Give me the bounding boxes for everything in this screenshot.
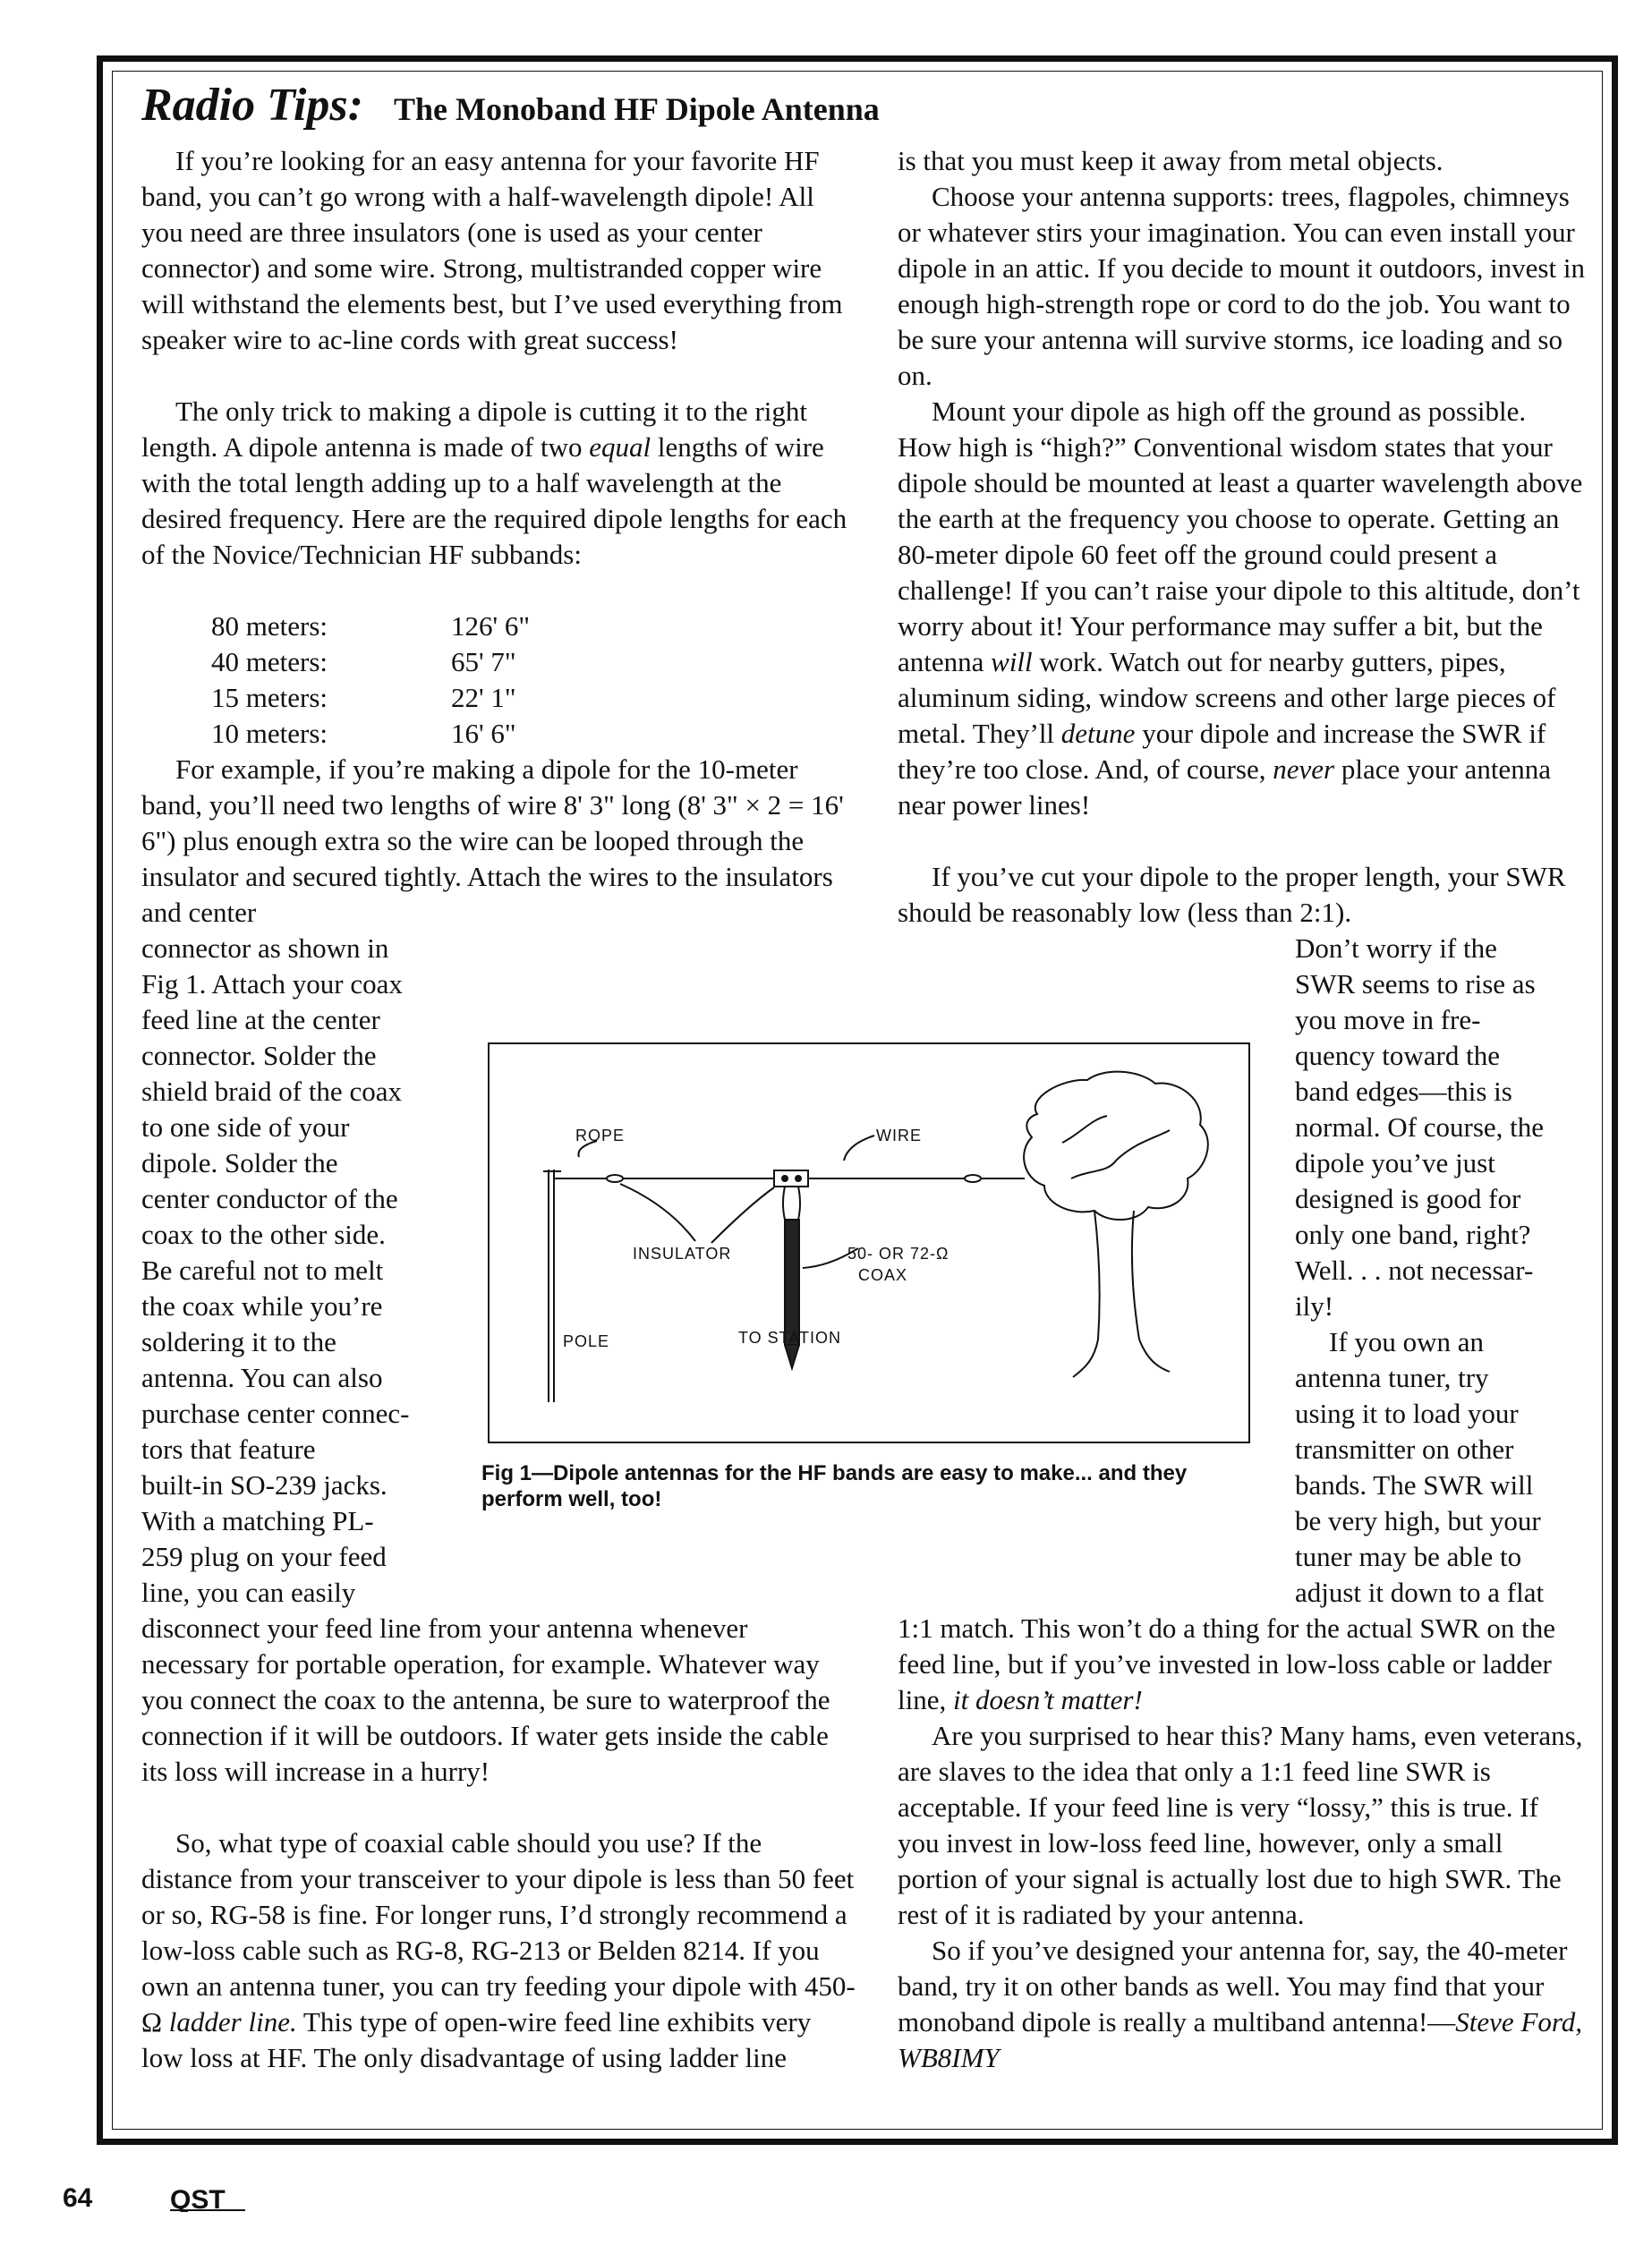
col2-paragraph-7: So if you’ve designed your antenna for, say, the 40-meter band, try it on other bands as well. You may find that your monoband dipole is really a multiband antenna!—Steve Ford, WB8IMY <box>898 1935 1583 2073</box>
coax-label-line2: COAX <box>858 1266 908 1284</box>
col2-paragraph-5-end: 1:1 match. This won’t do a thing for the actual SWR on the feed line, but if you’ve invested in low-loss cable or ladder line, it doesn’t matter! <box>898 1612 1555 1715</box>
col2-paragraph-1: is that you must keep it away from metal objects. <box>898 145 1443 176</box>
col2-paragraph-2: Choose your antenna supports: trees, flagpoles, chimneys or whatever stirs your imagination. You can even install your dipole in an attic. If you decide to mount it outdoors, invest in enough high-strength rope or cord to do the job. You want to be sure your antenna will survive storms, ice loading and so on. <box>898 181 1585 391</box>
series-title: Radio Tips: <box>141 80 363 131</box>
col2-paragraph-4: If you’ve cut your dipole to the proper length, your SWR should be reasonably low (less than 2:1). <box>898 861 1566 928</box>
length-row <box>211 644 516 680</box>
band: 10 meters: <box>211 718 328 749</box>
length: 22' 1" <box>451 682 516 713</box>
qst-logo-text: QST <box>170 2187 226 2212</box>
band: 40 meters: <box>211 646 328 677</box>
col1-paragraph-4: So, what type of coaxial cable should you use? If the distance from your transceiver to your dipole is less than 50 feet or so, RG-58 is fine. For longer runs, I’d strongly recommend a low-loss cable such as RG-8, RG-213 or Belden 8214. If you own an antenna tuner, you can try feeding your dipole with 450-Ω ladder line. This type of open-wire feed line exhibits very low loss at HF. The only disadvantage of using ladder line <box>141 1827 856 2073</box>
pole-label: POLE <box>563 1332 610 1350</box>
feed-lead <box>783 1187 785 1220</box>
insulator-label: INSULATOR <box>633 1245 732 1263</box>
col2-narrow-block-1: Don’t worry if the SWR seems to rise as you move in fre- quency toward the band edges—this is normal. Of course, the dipole you’ve just designed is good for only one band, right? Well. . . not necessar- ily! <box>1295 932 1545 1322</box>
length: 16' 6" <box>451 718 516 749</box>
col2-narrow-block-2: If you own an antenna tuner, try using it to load your transmitter on other bands. The SWR will be very high, but your tuner may be able to adjust it down to a flat <box>1295 1326 1545 1608</box>
wire-leader <box>844 1136 874 1161</box>
insulator-leader <box>620 1184 695 1241</box>
band: 15 meters: <box>211 682 328 713</box>
article-title: The Monoband HF Dipole Antenna <box>393 91 880 127</box>
wire-label: WIRE <box>876 1127 922 1144</box>
station-label: TO STATION <box>738 1329 842 1347</box>
col1-paragraph-2: The only trick to making a dipole is cutting it to the right length. A dipole antenna is made of two equal lengths of wire with the total length adding up to a half wavelength at the desired frequency. Here are the required dipole lengths for each of the Novice/Technician HF subbands: <box>141 396 847 570</box>
end-insulator-right <box>965 1175 981 1182</box>
page-number: 64 <box>63 2183 93 2213</box>
length-row <box>211 716 516 752</box>
article-header <box>141 79 880 132</box>
coax-label-line1: 50- OR 72-Ω <box>847 1245 949 1263</box>
length: 65' 7" <box>451 646 516 677</box>
figure-box <box>488 1042 1250 1443</box>
tree-trunk <box>1094 1211 1139 1340</box>
rope-label: ROPE <box>575 1127 626 1144</box>
feed-lead <box>798 1187 800 1220</box>
col1-paragraph-3-end: disconnect your feed line from your antenna whenever necessary for portable operation, for example. Whatever way you connect the coax to the antenna, be sure to waterproof the connection if it will be outdoors. If water gets inside the cable its loss will increase in a hurry! <box>141 1612 830 1787</box>
qst-logo <box>170 2187 247 2216</box>
tree-roots <box>1073 1340 1170 1377</box>
center-insulator <box>774 1170 808 1187</box>
tree-crown <box>1024 1072 1208 1220</box>
figure-caption: Fig 1—Dipole antennas for the HF bands are easy to make... and they perform well, too! <box>481 1461 1188 1511</box>
length-row <box>211 680 516 716</box>
col2-paragraph-3: Mount your dipole as high off the ground as possible. How high is “high?” Conventional wisdom states that your dipole should be mounted at least a quarter wavelength above the earth at the frequency you choose to operate. Getting an 80-meter dipole 60 feet off the ground could present a challenge! If you can’t raise your dipole to this altitude, don’t worry about it! Your performance may suffer a bit, but the antenna will work. Watch out for nearby gutters, pipes, aluminum siding, window screens and other large pieces of metal. They’ll detune your dipole and increase the SWR if they’re too close. And, of course, never place your antenna near power lines! <box>898 396 1583 821</box>
col1-paragraph-3: For example, if you’re making a dipole for the 10-meter band, you’ll need two lengths of wire 8' 3" long (8' 3" × 2 = 16' 6") plus enough extra so the wire can be looped through the insulator and secured tightly. Attach the wires to the insulators and center <box>141 753 844 928</box>
insulator-leader <box>711 1187 774 1243</box>
coax-cable <box>785 1220 799 1345</box>
dipole-diagram <box>490 1044 1248 1442</box>
length: 126' 6" <box>451 610 530 642</box>
tree-branches <box>1062 1116 1170 1178</box>
band: 80 meters: <box>211 610 328 642</box>
col1-paragraph-1: If you’re looking for an easy antenna for your favorite HF band, you can’t go wrong with a half-wavelength dipole! All you need are three insulators (one is used as your center connector) and some wire. Strong, multistranded copper wire will withstand the elements best, but I’ve used everything from speaker wire to ac-line cords with great success! <box>141 145 843 355</box>
end-insulator-left <box>607 1175 623 1182</box>
length-row <box>211 608 530 644</box>
col1-narrow-block: connector as shown in Fig 1. Attach your coax feed line at the center connector. Solder the shield braid of the coax to one side of your dipole. Solder the center conductor of the coax to the other side. Be careful not to melt the coax while you’re soldering it to the antenna. You can also purchase center connec- tors that feature built-in SO-239 jacks. With a matching PL- 259 plug on your feed line, you can easily <box>141 932 410 1608</box>
col2-paragraph-6: Are you surprised to hear this? Many hams, even veterans, are slaves to the idea that only a 1:1 feed line SWR is acceptable. If your feed line is very “lossy,” this is true. If you invest in low-loss feed line, however, only a small portion of your signal is actually lost due to high SWR. The rest of it is radiated by your antenna. <box>898 1720 1583 1930</box>
